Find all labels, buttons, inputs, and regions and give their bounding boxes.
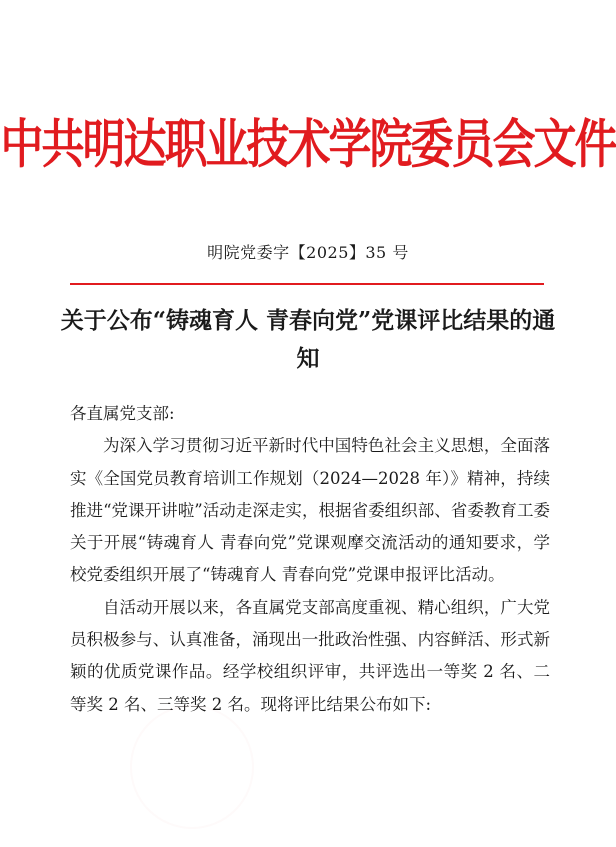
document-title: 关于公布“铸魂育人 青春向党”党课评比结果的通知: [60, 307, 556, 372]
body-paragraph-2: 自活动开展以来，各直属党支部高度重视、精心组织，广大党员积极参与、认真准备，涌现出一批政治性强、内容鲜活、形式新颖的优质党课作品。经学校组织评审，共评选出一等奖 2 名、二等奖 2 名、三等奖 2 名。现将评比结果公布如下:: [70, 597, 550, 714]
body-paragraph-1: 为深入学习贯彻习近平新时代中国特色社会主义思想，全面落实《全国党员教育培训工作规划（2024—2028 年）》精神，持续推进“党课开讲啦”活动走深走实，根据省委组织部、省委教育工委关于开展“铸魂育人 青春向党”党课观摩交流活动的通知要求，学校党委组织开展了“铸魂育人 青春向党”党课申报评比活动。: [70, 436, 550, 585]
document-body: [70, 398, 550, 721]
document-header-title: 中共明达职业技术学院委员会文件: [0, 114, 616, 176]
document-number: 明院党委字【2025】35 号: [207, 243, 409, 262]
salutation: 各直属党支部:: [70, 404, 175, 423]
header-divider: [70, 283, 544, 285]
faint-seal-mark: [130, 705, 254, 829]
